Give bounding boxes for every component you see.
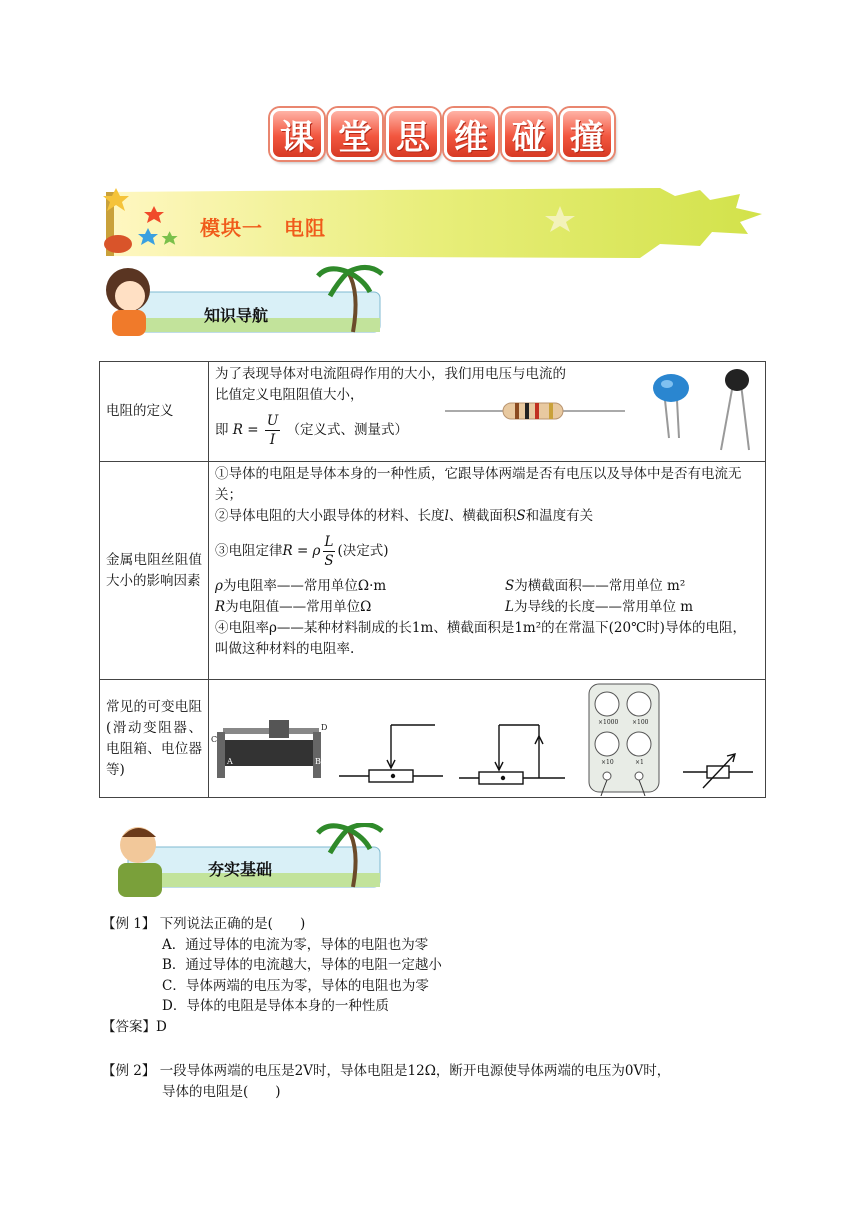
rheostat-image: [211, 720, 327, 778]
dial-label: ×100: [632, 719, 649, 726]
row-header: 金属电阻丝阻值大小的影响因素: [100, 462, 209, 680]
knowledge-nav-label: 知识导航: [204, 306, 269, 325]
formula-prefix: 即: [215, 422, 229, 438]
title-char: 课: [270, 108, 324, 160]
symbol-defs-1: [215, 576, 759, 597]
formula-lhs: R =: [232, 422, 259, 438]
terminal-label: A: [227, 757, 233, 766]
symbol-S: S: [505, 578, 515, 594]
formula-fraction: [265, 412, 280, 449]
variable-resistor-diagrams: [209, 680, 759, 796]
example-2: [102, 1061, 782, 1102]
property-point-1: ①导体的电阻是导体本身的一种性质，它跟导体两端是否有电压以及导体中是否有电流无关；: [215, 466, 742, 503]
symbol-rho: ρ: [215, 578, 223, 594]
rho-definition: 为电阻率——常用单位Ω·m: [222, 578, 387, 594]
module-title: 模块一 电阻: [200, 216, 326, 240]
page-banner-title: [270, 108, 614, 158]
table-row: [100, 462, 766, 680]
question-stem-cont: 导体的电阻是( ): [162, 1083, 281, 1100]
definition-line2: 比值定义电阻阻值大小，: [215, 387, 364, 403]
terminal-label: C: [211, 735, 218, 744]
symbol-defs-2: [215, 597, 759, 618]
resistor-image: [445, 398, 625, 424]
formula-note: （定义式、测量式）: [286, 422, 409, 438]
option-b: B．通过导体的电流越大，导体的电阻一定越小: [162, 957, 442, 973]
text: 和温度有关: [525, 508, 594, 524]
text: (决定式): [337, 543, 389, 559]
row-header: 电阻的定义: [100, 362, 209, 462]
row-content: [209, 680, 766, 798]
title-char: 思: [386, 108, 440, 160]
fraction-numerator: L: [324, 534, 334, 550]
symbol-L: L: [505, 599, 514, 615]
fraction-denominator: I: [269, 432, 276, 448]
question-stem: 下列说法正确的是( ): [159, 916, 306, 932]
property-point-3: [215, 533, 759, 570]
example-label: 【例 2】: [102, 1063, 156, 1079]
table-row: [100, 680, 766, 798]
question-stem: 一段导体两端的电压是2V时，导体电阻是12Ω，断开电源使导体两端的电压为0V时，: [159, 1063, 671, 1079]
symbol-S: S: [516, 508, 526, 524]
example-1: [102, 914, 762, 1037]
rheostat-symbol-2: [459, 725, 565, 784]
symbol-R: R: [215, 599, 226, 615]
table-row: [100, 362, 766, 462]
formula-fraction: [323, 533, 336, 570]
dial-label: ×1: [635, 759, 644, 766]
answer-value: D: [156, 1018, 167, 1035]
basics-label: 夯实基础: [208, 860, 273, 879]
option-a: A．通过导体的电流为零，导体的电阻也为零: [162, 936, 429, 953]
title-char: 堂: [328, 108, 382, 160]
resistance-box-image: [589, 684, 659, 796]
text: ③电阻定律: [215, 543, 283, 559]
text: 、横截面积: [448, 508, 517, 524]
variable-resistor-symbol: [683, 754, 753, 788]
knowledge-table: [99, 361, 766, 798]
property-point-2: [215, 506, 759, 527]
formula-lhs: R = ρ: [282, 543, 321, 559]
S-definition: 为横截面积——常用单位 m²: [514, 578, 686, 594]
dial-label: ×1000: [598, 719, 619, 726]
definition-line1: 为了表现导体对电流阻碍作用的大小，我们用电压与电流的: [215, 366, 566, 382]
fraction-denominator: S: [324, 553, 334, 569]
symbol-l: l: [444, 508, 449, 524]
fraction-numerator: U: [266, 413, 279, 429]
text: ②导体电阻的大小跟导体的材料、长度: [215, 508, 445, 524]
thermistor-image: [715, 366, 761, 452]
example-label: 【例 1】: [102, 916, 156, 932]
row-header: 常见的可变电阻(滑动变阻器、电阻箱、电位器等): [100, 680, 209, 798]
L-definition: 为导线的长度——常用单位 m: [513, 599, 694, 615]
option-c: C．导体两端的电压为零，导体的电阻也为零: [162, 977, 429, 994]
title-char: 碰: [502, 108, 556, 160]
title-char: 撞: [560, 108, 614, 160]
answer-label: 【答案】: [102, 1018, 156, 1035]
terminal-label: B: [315, 757, 321, 766]
row-content: [209, 462, 766, 680]
R-definition: 为电阻值——常用单位Ω: [225, 599, 372, 615]
option-d: D．导体的电阻是导体本身的一种性质: [162, 998, 389, 1014]
dial-label: ×10: [601, 759, 614, 766]
capacitor-image: [649, 370, 693, 440]
knowledge-nav-banner: [98, 262, 388, 340]
terminal-label: D: [321, 723, 328, 732]
row-content: [209, 362, 766, 462]
rheostat-symbol-1: [339, 725, 443, 782]
property-point-4: ④电阻率ρ——某种材料制成的长1m、横截面积是1m²的在常温下(20℃时)导体的电阻，叫做这种材料的电阻率.: [215, 620, 746, 657]
title-char: 维: [444, 108, 498, 160]
